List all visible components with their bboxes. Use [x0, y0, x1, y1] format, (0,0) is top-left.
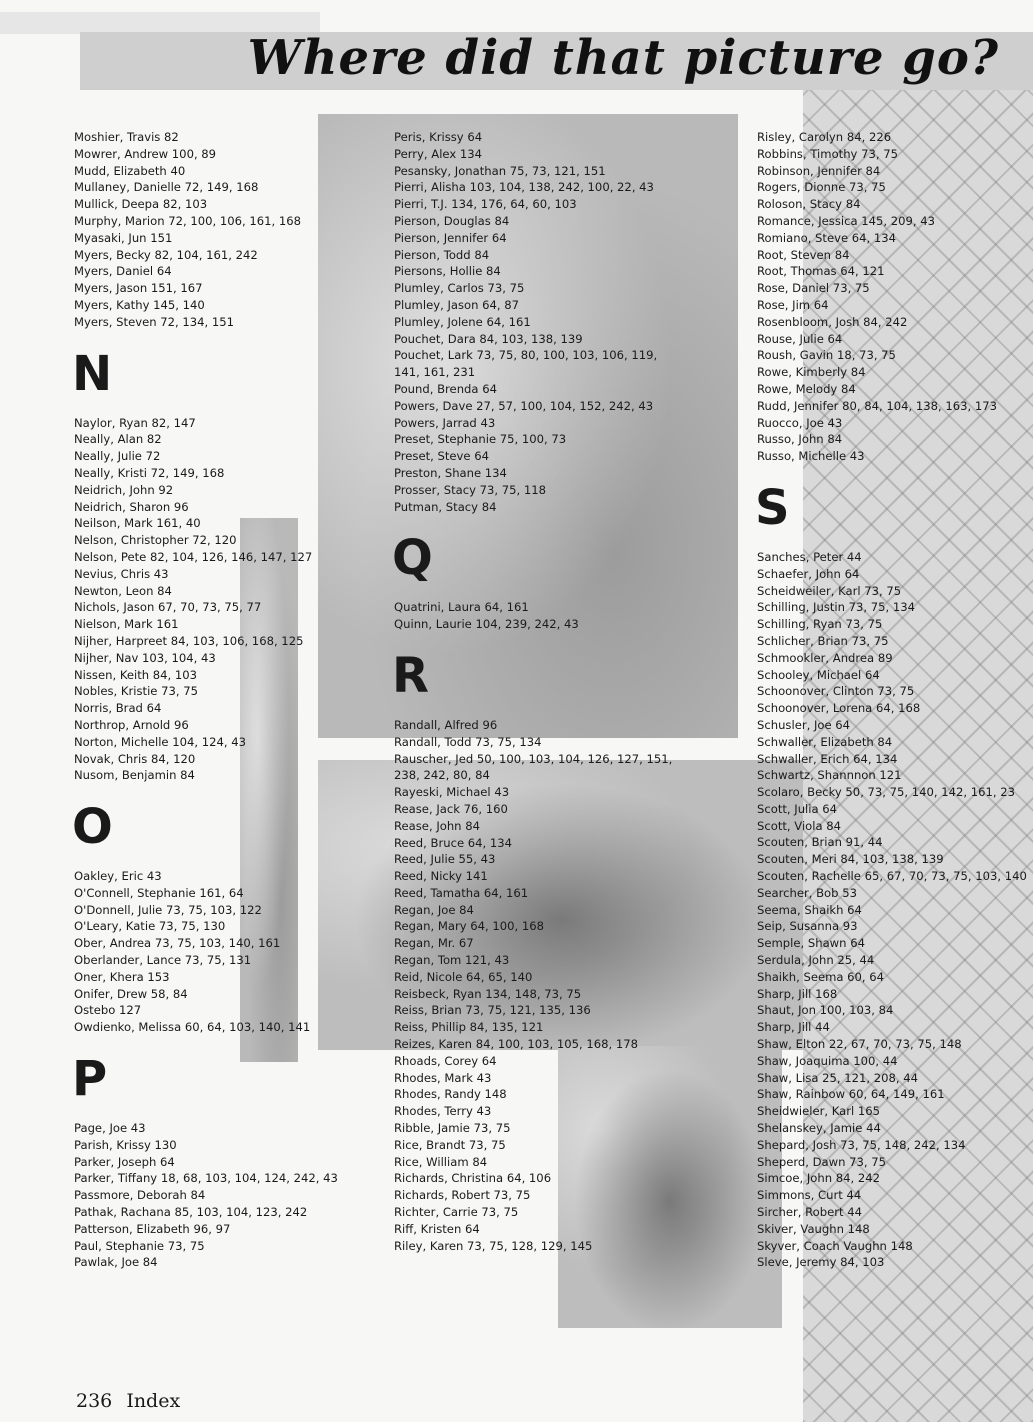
- index-entry: Oakley, Eric 43: [74, 869, 162, 884]
- index-entry: Scouten, Brian 91, 44: [757, 835, 883, 850]
- index-entry: Schoonover, Lorena 64, 168: [757, 701, 921, 716]
- index-entry: Reed, Nicky 141: [394, 869, 488, 884]
- index-entry: Schmookler, Andrea 89: [757, 650, 893, 665]
- index-entry: Neilson, Mark 161, 40: [74, 516, 201, 531]
- index-entry: Pathak, Rachana 85, 103, 104, 123, 242: [74, 1205, 308, 1220]
- index-entry: Shepard, Josh 73, 75, 148, 242, 134: [757, 1137, 966, 1152]
- index-entry: Sharp, Jill 168: [757, 986, 838, 1001]
- index-entry: Myers, Jason 151, 167: [74, 281, 203, 296]
- index-entry: Parker, Joseph 64: [74, 1154, 175, 1169]
- index-entry: Myers, Steven 72, 134, 151: [74, 314, 234, 329]
- index-entry: Scouten, Meri 84, 103, 138, 139: [757, 852, 944, 867]
- index-entry: Northrop, Arnold 96: [74, 717, 189, 732]
- index-entry: Norton, Michelle 104, 124, 43: [74, 734, 246, 749]
- index-column-2: [394, 129, 686, 1254]
- index-entry: Reiss, Phillip 84, 135, 121: [394, 1020, 544, 1035]
- index-entry: Regan, Tom 121, 43: [394, 953, 510, 968]
- index-entry: Neally, Alan 82: [74, 432, 162, 447]
- index-entry: Riley, Karen 73, 75, 128, 129, 145: [394, 1238, 593, 1253]
- index-entry: Rudd, Jennifer 80, 84, 104, 138, 163, 173: [757, 398, 997, 413]
- index-entry: Robbins, Timothy 73, 75: [757, 146, 898, 161]
- index-entry: Passmore, Deborah 84: [74, 1188, 206, 1203]
- index-entry: Root, Steven 84: [757, 247, 850, 262]
- index-entry: Sircher, Robert 44: [757, 1205, 862, 1220]
- index-entry: Paul, Stephanie 73, 75: [74, 1238, 205, 1253]
- index-entry: Norris, Brad 64: [74, 701, 162, 716]
- index-entry: Onifer, Drew 58, 84: [74, 986, 188, 1001]
- index-entry: Myers, Kathy 145, 140: [74, 297, 205, 312]
- index-entry: Reiss, Brian 73, 75, 121, 135, 136: [394, 1003, 591, 1018]
- index-entry: Rhodes, Terry 43: [394, 1104, 492, 1119]
- index-entry: Rose, Daniel 73, 75: [757, 281, 870, 296]
- index-entry: Pierri, Alisha 103, 104, 138, 242, 100, 22, 43: [394, 180, 654, 195]
- section-letter: O: [72, 799, 113, 856]
- index-entry: Parish, Krissy 130: [74, 1137, 177, 1152]
- index-entry: Riff, Kristen 64: [394, 1221, 480, 1236]
- index-entry: Rayeski, Michael 43: [394, 785, 510, 800]
- section-letter: S: [755, 479, 790, 536]
- index-entry: Scheidweiler, Karl 73, 75: [757, 583, 902, 598]
- index-entry: Romance, Jessica 145, 209, 43: [757, 213, 936, 228]
- index-entry: Scott, Viola 84: [757, 818, 842, 833]
- index-entry: Nobles, Kristie 73, 75: [74, 684, 198, 699]
- index-entry: Nichols, Jason 67, 70, 73, 75, 77: [74, 600, 262, 615]
- index-entry: Schusler, Joe 64: [757, 717, 851, 732]
- index-entry: Ostebo 127: [74, 1003, 142, 1018]
- index-entry: Pierri, T.J. 134, 176, 64, 60, 103: [394, 197, 577, 212]
- index-entry: Owdienko, Melissa 60, 64, 103, 140, 141: [74, 1020, 311, 1035]
- index-entry: Parker, Tiffany 18, 68, 103, 104, 124, 242, 43: [74, 1171, 338, 1186]
- index-entry: Reed, Bruce 64, 134: [394, 835, 513, 850]
- index-entry: Romiano, Steve 64, 134: [757, 230, 897, 245]
- index-entry: Prosser, Stacy 73, 75, 118: [394, 482, 547, 497]
- index-entry: Schaefer, John 64: [757, 566, 860, 581]
- index-entry: Rose, Jim 64: [757, 297, 829, 312]
- index-entry: Shaw, Lisa 25, 121, 208, 44: [757, 1070, 919, 1085]
- index-entry: Pouchet, Lark 73, 75, 80, 100, 103, 106, 119, 141, 161, 231: [394, 348, 658, 380]
- index-entry: Moshier, Travis 82: [74, 130, 179, 144]
- index-entry: Sheperd, Dawn 73, 75: [757, 1154, 887, 1169]
- index-entry: Reid, Nicole 64, 65, 140: [394, 969, 533, 984]
- index-entry: Preset, Stephanie 75, 100, 73: [394, 432, 567, 447]
- section-letter: R: [392, 647, 429, 704]
- index-entry: Powers, Jarrad 43: [394, 415, 496, 430]
- index-entry: Oberlander, Lance 73, 75, 131: [74, 953, 252, 968]
- index-entry: Powers, Dave 27, 57, 100, 104, 152, 242, 43: [394, 398, 654, 413]
- index-entry: Rice, William 84: [394, 1154, 488, 1169]
- index-entry: Nijher, Nav 103, 104, 43: [74, 650, 216, 665]
- index-entry: Perry, Alex 134: [394, 146, 483, 161]
- index-entry: Ober, Andrea 73, 75, 103, 140, 161: [74, 936, 281, 951]
- index-entry: Root, Thomas 64, 121: [757, 264, 885, 279]
- index-entry: Sheidwieler, Karl 165: [757, 1104, 881, 1119]
- index-entry: Murphy, Marion 72, 100, 106, 161, 168: [74, 213, 302, 228]
- index-entry: Schilling, Justin 73, 75, 134: [757, 600, 916, 615]
- index-entry: Seip, Susanna 93: [757, 919, 858, 934]
- index-entry: Rice, Brandt 73, 75: [394, 1137, 506, 1152]
- footer-section: Index: [126, 1390, 181, 1412]
- index-entry: Newton, Leon 84: [74, 583, 172, 598]
- index-entry: Scouten, Rachelle 65, 67, 70, 73, 75, 103, 140: [757, 869, 1027, 884]
- index-entry: Risley, Carolyn 84, 226: [757, 130, 892, 144]
- index-entry: Plumley, Jolene 64, 161: [394, 314, 531, 329]
- index-entry: Richards, Robert 73, 75: [394, 1188, 531, 1203]
- index-entry: Shaikh, Seema 60, 64: [757, 969, 885, 984]
- index-entry: Myasaki, Jun 151: [74, 230, 173, 245]
- index-entry: Roloson, Stacy 84: [757, 197, 861, 212]
- index-entry: Russo, John 84: [757, 432, 843, 447]
- index-entry: Myers, Daniel 64: [74, 264, 172, 279]
- index-entry: Randall, Alfred 96: [394, 717, 498, 732]
- index-entry: Sharp, Jill 44: [757, 1020, 830, 1035]
- index-entry: Simmons, Curt 44: [757, 1188, 862, 1203]
- index-entry: Reisbeck, Ryan 134, 148, 73, 75: [394, 986, 582, 1001]
- index-entry: Neally, Julie 72: [74, 449, 161, 464]
- index-entry: Schoonover, Clinton 73, 75: [757, 684, 915, 699]
- index-entry: Seema, Shaikh 64: [757, 902, 862, 917]
- index-entry: Rouse, Julie 64: [757, 331, 843, 346]
- index-entry: Mullaney, Danielle 72, 149, 168: [74, 180, 259, 195]
- index-entry: Schooley, Michael 64: [757, 667, 880, 682]
- index-entry: O'Donnell, Julie 73, 75, 103, 122: [74, 902, 262, 917]
- index-entry: Scolaro, Becky 50, 73, 75, 140, 142, 161, 23: [757, 785, 1016, 800]
- index-entry: Randall, Todd 73, 75, 134: [394, 734, 542, 749]
- index-entry: Richards, Christina 64, 106: [394, 1171, 552, 1186]
- index-entry: Rosenbloom, Josh 84, 242: [757, 314, 908, 329]
- index-entry: Reed, Tamatha 64, 161: [394, 885, 529, 900]
- index-entry: Rhodes, Randy 148: [394, 1087, 507, 1102]
- index-entry: Rhoads, Corey 64: [394, 1053, 497, 1068]
- index-entry: Pierson, Douglas 84: [394, 213, 510, 228]
- index-entry: Semple, Shawn 64: [757, 936, 865, 951]
- index-entry: Simcoe, John 84, 242: [757, 1171, 880, 1186]
- section-letter: N: [72, 345, 113, 402]
- index-entry: O'Leary, Katie 73, 75, 130: [74, 919, 226, 934]
- index-entry: Mudd, Elizabeth 40: [74, 163, 186, 178]
- index-entry: Richter, Carrie 73, 75: [394, 1205, 519, 1220]
- index-entry: Sanches, Peter 44: [757, 549, 862, 564]
- index-entry: Oner, Khera 153: [74, 969, 170, 984]
- index-entry: Serdula, John 25, 44: [757, 953, 875, 968]
- index-entry: Mullick, Deepa 82, 103: [74, 197, 208, 212]
- index-entry: Myers, Becky 82, 104, 161, 242: [74, 247, 258, 262]
- page-footer: [76, 1390, 180, 1412]
- index-entry: Neidrich, John 92: [74, 482, 174, 497]
- index-entry: Skyver, Coach Vaughn 148: [757, 1238, 913, 1253]
- section-letter: P: [72, 1051, 108, 1108]
- index-entry: Schilling, Ryan 73, 75: [757, 617, 883, 632]
- index-entry: Pesansky, Jonathan 75, 73, 121, 151: [394, 163, 606, 178]
- index-entry: Nielson, Mark 161: [74, 617, 179, 632]
- index-column-3: [757, 129, 1033, 1271]
- index-entry: Robinson, Jennifer 84: [757, 163, 881, 178]
- index-entry: Quatrini, Laura 64, 161: [394, 600, 529, 615]
- index-entry: Regan, Mr. 67: [394, 936, 474, 951]
- index-entry: O'Connell, Stephanie 161, 64: [74, 885, 244, 900]
- index-entry: Schlicher, Brian 73, 75: [757, 633, 889, 648]
- index-entry: Schwartz, Shannnon 121: [757, 768, 902, 783]
- index-entry: Novak, Chris 84, 120: [74, 751, 196, 766]
- index-entry: Shaw, Elton 22, 67, 70, 73, 75, 148: [757, 1037, 962, 1052]
- index-entry: Shaw, Rainbow 60, 64, 149, 161: [757, 1087, 945, 1102]
- index-entry: Pierson, Todd 84: [394, 247, 490, 262]
- index-entry: Mowrer, Andrew 100, 89: [74, 146, 217, 161]
- index-entry: Pound, Brenda 64: [394, 381, 497, 396]
- index-entry: Shelanskey, Jamie 44: [757, 1121, 881, 1136]
- index-entry: Quinn, Laurie 104, 239, 242, 43: [394, 617, 579, 632]
- index-entry: Nissen, Keith 84, 103: [74, 667, 198, 682]
- index-entry: Pierson, Jennifer 64: [394, 230, 507, 245]
- index-entry: Nevius, Chris 43: [74, 566, 169, 581]
- index-entry: Regan, Joe 84: [394, 902, 474, 917]
- index-entry: Shaut, Jon 100, 103, 84: [757, 1003, 894, 1018]
- index-entry: Nelson, Christopher 72, 120: [74, 533, 237, 548]
- section-letter: Q: [392, 530, 433, 587]
- index-entry: Rogers, Dionne 73, 75: [757, 180, 886, 195]
- index-entry: Preset, Steve 64: [394, 449, 489, 464]
- index-entry: Rowe, Kimberly 84: [757, 365, 866, 380]
- index-entry: Reed, Julie 55, 43: [394, 852, 496, 867]
- index-entry: Schwaller, Elizabeth 84: [757, 734, 893, 749]
- index-entry: Naylor, Ryan 82, 147: [74, 415, 196, 430]
- index-entry: Nelson, Pete 82, 104, 126, 146, 147, 127: [74, 549, 313, 564]
- page-number: 236: [76, 1390, 113, 1412]
- index-entry: Rhodes, Mark 43: [394, 1070, 492, 1085]
- index-entry: Neally, Kristi 72, 149, 168: [74, 465, 225, 480]
- index-entry: Neidrich, Sharon 96: [74, 499, 189, 514]
- index-entry: Scott, Julia 64: [757, 801, 838, 816]
- index-entry: Skiver, Vaughn 148: [757, 1221, 870, 1236]
- index-entry: Regan, Mary 64, 100, 168: [394, 919, 545, 934]
- index-entry: Piersons, Hollie 84: [394, 264, 501, 279]
- index-entry: Peris, Krissy 64: [394, 130, 483, 144]
- index-entry: Reizes, Karen 84, 100, 103, 105, 168, 178: [394, 1037, 638, 1052]
- index-entry: Rease, Jack 76, 160: [394, 801, 508, 816]
- page-title: Where did that picture go?: [247, 30, 999, 86]
- index-entry: Shaw, Joaquima 100, 44: [757, 1053, 898, 1068]
- index-entry: Patterson, Elizabeth 96, 97: [74, 1221, 231, 1236]
- index-entry: Rauscher, Jed 50, 100, 103, 104, 126, 127, 151, 238, 242, 80, 84: [394, 751, 673, 783]
- index-entry: Ribble, Jamie 73, 75: [394, 1121, 511, 1136]
- index-entry: Searcher, Bob 53: [757, 885, 857, 900]
- index-entry: Schwaller, Erich 64, 134: [757, 751, 898, 766]
- index-entry: Putman, Stacy 84: [394, 499, 497, 514]
- index-entry: Roush, Gavin 18, 73, 75: [757, 348, 896, 363]
- index-entry: Rease, John 84: [394, 818, 480, 833]
- index-entry: Nijher, Harpreet 84, 103, 106, 168, 125: [74, 633, 304, 648]
- index-entry: Preston, Shane 134: [394, 465, 507, 480]
- index-entry: Pouchet, Dara 84, 103, 138, 139: [394, 331, 583, 346]
- index-entry: Nusom, Benjamin 84: [74, 768, 195, 783]
- index-entry: Ruocco, Joe 43: [757, 415, 843, 430]
- index-entry: Plumley, Carlos 73, 75: [394, 281, 525, 296]
- index-column-1: [72, 129, 338, 1271]
- index-entry: Rowe, Melody 84: [757, 381, 856, 396]
- index-entry: Plumley, Jason 64, 87: [394, 297, 520, 312]
- index-entry: Russo, Michelle 43: [757, 449, 865, 464]
- index-entry: Page, Joe 43: [74, 1121, 146, 1136]
- index-entry: Pawlak, Joe 84: [74, 1255, 158, 1270]
- index-entry: Sleve, Jeremy 84, 103: [757, 1255, 885, 1270]
